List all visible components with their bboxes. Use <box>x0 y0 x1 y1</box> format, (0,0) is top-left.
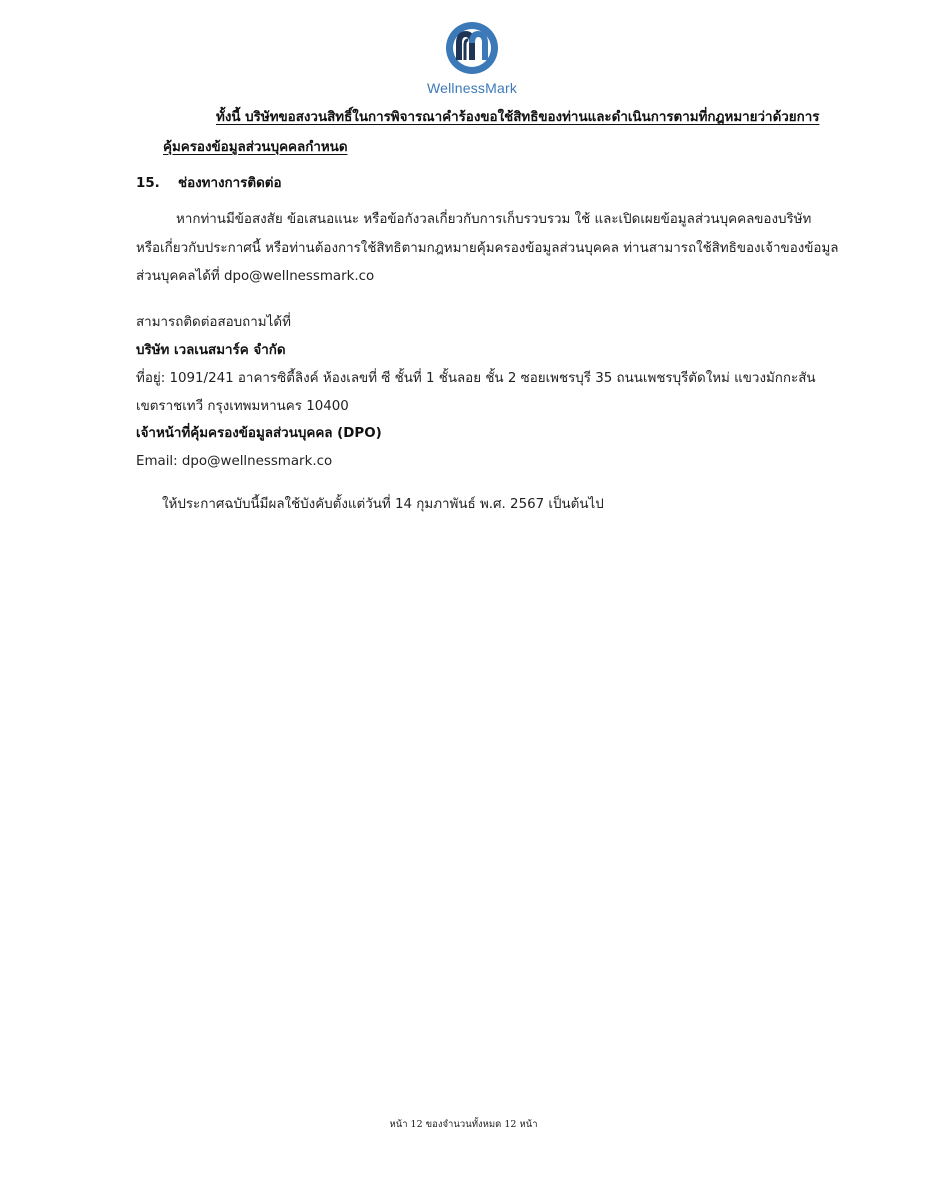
page-number-footer: หน้า 12 ของจำนวนทั้งหมด 12 หน้า <box>389 1119 538 1130</box>
effective-date-statement: ให้ประกาศฉบับนี้มีผลใช้บังคับตั้งแต่วันที่ 14 กุมภาพันธ์ พ.ศ. 2567 เป็นต้นไป <box>162 497 604 512</box>
contact-lead: สามารถติดต่อสอบถามได้ที่ <box>136 315 291 330</box>
intro-line-2: คุ้มครองข้อมูลส่วนบุคคลกำหนด <box>163 140 348 155</box>
logo-wordmark: WellnessMark <box>426 80 518 96</box>
dpo-email: Email: dpo@wellnessmark.co <box>136 454 333 469</box>
address-line-2: เขตราชเทวี กรุงเทพมหานคร 10400 <box>136 399 349 414</box>
company-name: บริษัท เวลเนสมาร์ค จำกัด <box>136 343 286 358</box>
address-line-1: ที่อยู่: 1091/241 อาคารซิตี้ลิงค์ ห้องเลขที่ ซี ชั้นที่ 1 ชั้นลอย ชั้น 2 ซอยเพชรบุรี 35 ถนนเพชรบุรีตัดใหม่ แขวงมักกะสัน <box>136 371 816 386</box>
section-number: 15. <box>136 176 160 191</box>
paragraph-line-2: หรือเกี่ยวกับประกาศนี้ หรือท่านต้องการใช้สิทธิตามกฎหมายคุ้มครองข้อมูลส่วนบุคคล ท่านสามารถใช้สิทธิของเจ้าของข้อมูล <box>136 241 839 256</box>
paragraph-line-3: ส่วนบุคคลได้ที่ dpo@wellnessmark.co <box>136 269 375 284</box>
company-logo <box>412 18 532 100</box>
dpo-title: เจ้าหน้าที่คุ้มครองข้อมูลส่วนบุคคล (DPO) <box>136 426 382 441</box>
paragraph-line-1: หากท่านมีข้อสงสัย ข้อเสนอแนะ หรือข้อกังวลเกี่ยวกับการเก็บรวบรวม ใช้ และเปิดเผยข้อมูลส่วนบุคคลของบริษัท <box>176 212 812 227</box>
section-title: ช่องทางการติดต่อ <box>178 176 282 191</box>
intro-line-1: ทั้งนี้ บริษัทขอสงวนสิทธิ์ในการพิจารณาคำร้องขอใช้สิทธิของท่านและดำเนินการตามที่กฎหมายว่าด้วยการ <box>216 110 820 125</box>
wellnessmark-logo-icon <box>442 18 502 78</box>
